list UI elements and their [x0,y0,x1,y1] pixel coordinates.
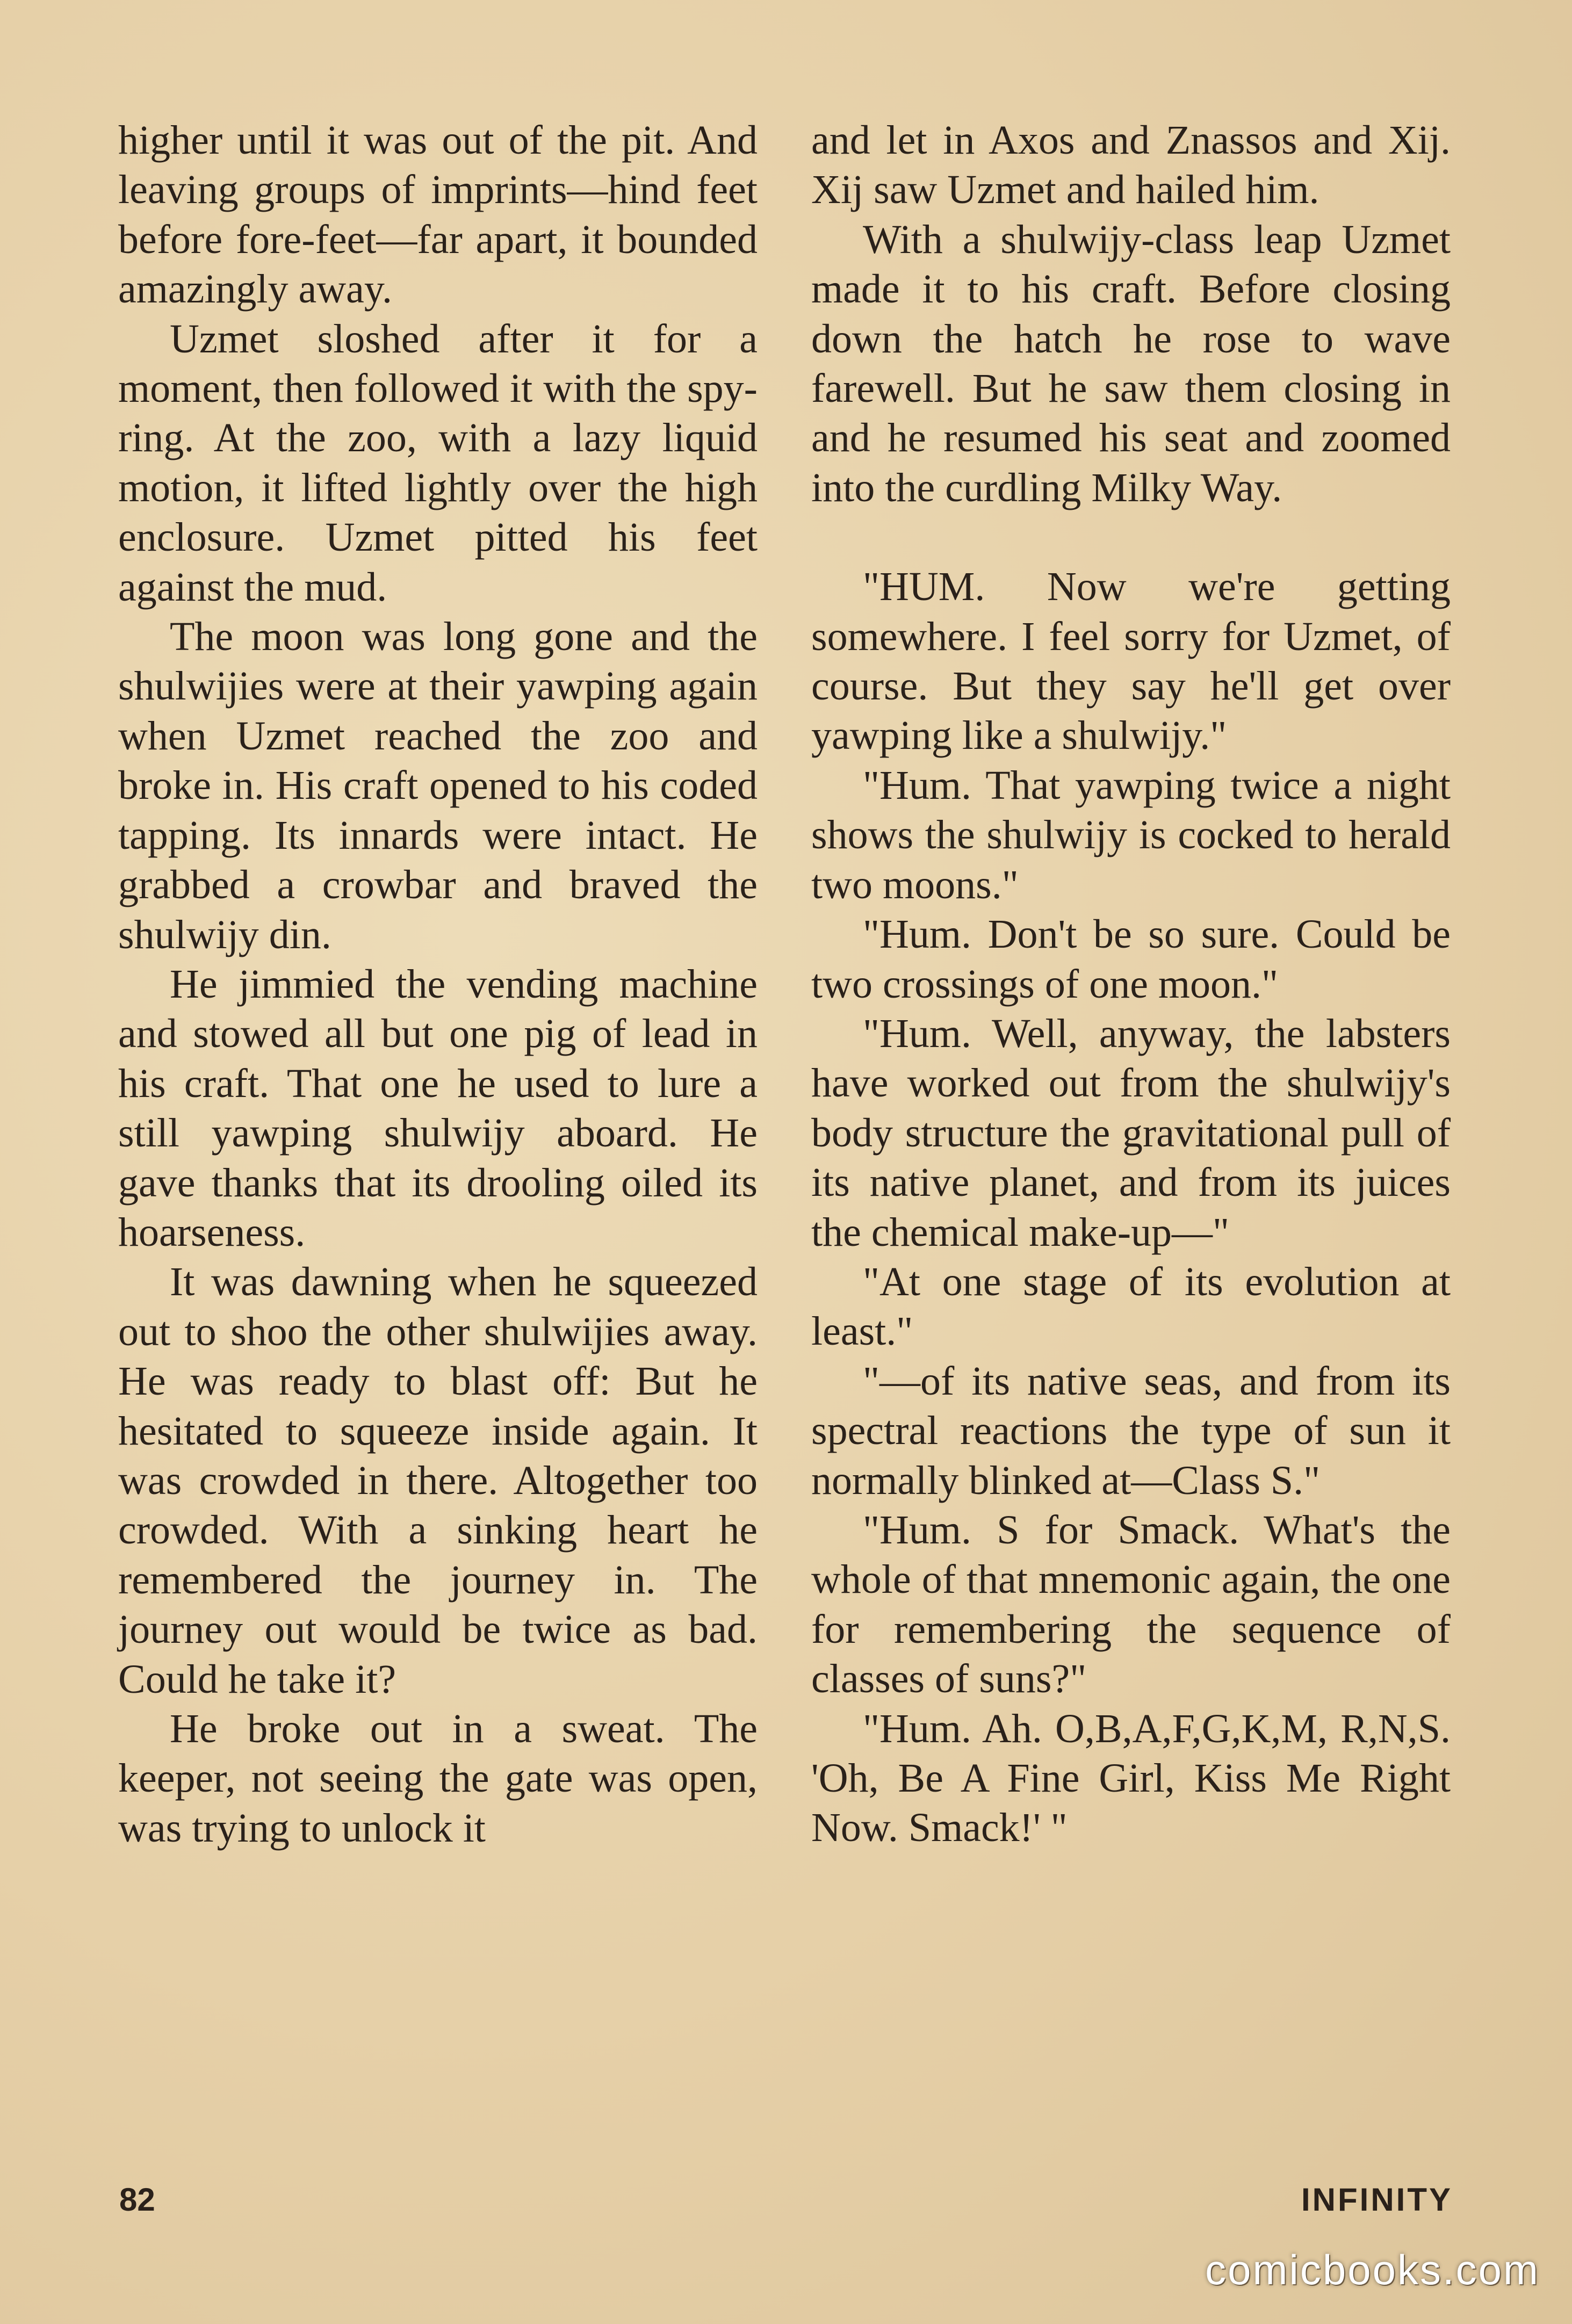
paragraph: and let in Axos and Znassos and Xij. Xij saw Uzmet and hailed him. [811,118,1451,213]
paragraph: "—of its native seas, and from its spectral reactions the type of sun it normally blinked at—Class S." [811,1358,1451,1503]
paragraph: higher until it was out of the pit. And leaving groups of imprints—hind feet before fore-feet—far apart, it bounded amazingly away. [118,118,758,312]
paragraph: "Hum. Don't be so sure. Could be two crossings of one moon." [811,912,1451,1007]
running-footer: INFINITY [1301,2182,1453,2218]
paragraph: He broke out in a sweat. The keeper, not seeing the gate was open, was trying to unlock it [118,1706,758,1851]
paragraph: It was dawning when he squeezed out to shoo the other shulwijies away. He was ready to blast off: But he hesitated to squeeze inside again. It was crowded in there. Altogether too crowded. With a sinking heart he remembered the journey in. The journey out would be twice as bad. Could he take it? [118,1259,758,1702]
paragraph: With a shulwijy-class leap Uzmet made it to his craft. Before closing down the hatch he rose to wave farewell. But he saw them closing in and he resumed his seat and zoomed into the curdling Milky Way. [811,216,1451,510]
paragraph: "HUM. Now we're getting somewhere. I feel sorry for Uzmet, of course. But they say he'll get over yawping like a shulwijy." [811,564,1451,759]
right-text-column [811,116,1451,1853]
paragraph: "At one stage of its evolution at least." [811,1259,1451,1354]
page-number: 82 [119,2182,155,2218]
watermark: comicbooks.com [1205,2246,1540,2293]
paragraph: He jimmied the vending machine and stowed all but one pig of lead in his craft. That one he used to lure a still yawping shulwijy aboard. He gave thanks that its drooling oiled its hoarseness. [118,961,758,1255]
paragraph: "Hum. S for Smack. What's the whole of that mnemonic again, the one for remembering the sequence of classes of suns?" [811,1507,1451,1702]
paragraph: "Hum. That yawping twice a night shows the shulwijy is cocked to herald two moons." [811,762,1451,907]
paragraph: Uzmet sloshed after it for a moment, then followed it with the spy-ring. At the zoo, with a lazy liquid motion, it lifted lightly over the high enclosure. Uzmet pitted his feet against the mud. [118,316,758,610]
paragraph: "Hum. Well, anyway, the labsters have worked out from the shulwijy's body structure the gravitational pull of its native planet, and from its juices the chemical make-up—" [811,1011,1451,1255]
paragraph: "Hum. Ah. O,B,A,F,G,K,M, R,N,S. 'Oh, Be A Fine Girl, Kiss Me Right Now. Smack!' " [811,1706,1451,1851]
paragraph: The moon was long gone and the shulwijies were at their yawping again when Uzmet reached the zoo and broke in. His craft opened to his coded tapping. Its innards were intact. He grabbed a crowbar and braved the shulwijy din. [118,614,758,957]
left-text-column [118,116,758,1853]
